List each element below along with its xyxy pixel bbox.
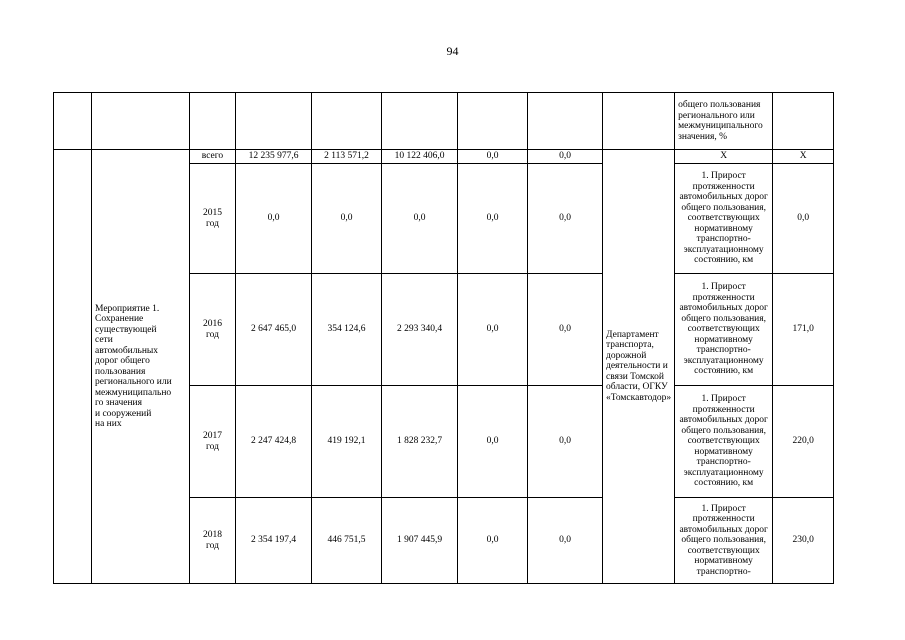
other-cell: 0,0 [528,498,603,584]
event-name-cell: Мероприятие 1. Сохранение существующей сети автомобильных дорог общего пользования регионального или межмуниципально го значения и сооружений на них [92,150,190,584]
local-cell: 0,0 [458,150,528,164]
year-cell: 2018 год [190,498,236,584]
local-cell: 0,0 [458,498,528,584]
continuation-row [54,93,834,150]
federal-cell: 354 124,6 [312,274,382,386]
local-cell: 0,0 [458,164,528,274]
regional-cell: 1 828 232,7 [382,386,458,498]
empty-cell [528,93,603,150]
indicator-value-cell: 0,0 [773,164,834,274]
indicator-value-cell: X [773,150,834,164]
total-cell: 12 235 977,6 [236,150,312,164]
federal-cell: 446 751,5 [312,498,382,584]
indicator-cell: 1. Прирост протяженности автомобильных дорог общего пользования, соответствующих нормативному транспортно- эксплуатационному состоянию, км [675,274,773,386]
regional-cell: 1 907 445,9 [382,498,458,584]
program-table [53,92,834,584]
indicator-cell: X [675,150,773,164]
executor-cell: Департамент транспорта, дорожной деятельности и связи Томской области, ОГКУ «Томскавтодор» [603,150,675,584]
empty-cell [458,93,528,150]
regional-cell: 10 122 406,0 [382,150,458,164]
local-cell: 0,0 [458,274,528,386]
empty-cell [236,93,312,150]
year-cell: 2015 год [190,164,236,274]
total-cell: 2 247 424,8 [236,386,312,498]
indicator-value-cell: 171,0 [773,274,834,386]
empty-cell [92,93,190,150]
indicator-name-cell: общего пользования регионального или межмуниципального значения, % [675,93,773,150]
federal-cell: 2 113 571,2 [312,150,382,164]
period-cell: всего [190,150,236,164]
regional-cell: 0,0 [382,164,458,274]
empty-cell [603,93,675,150]
federal-cell: 419 192,1 [312,386,382,498]
year-cell: 2017 год [190,386,236,498]
indicator-cell: 1. Прирост протяженности автомобильных дорог общего пользования, соответствующих нормативному транспортно- [675,498,773,584]
empty-cell [382,93,458,150]
total-row [54,150,834,164]
total-cell: 0,0 [236,164,312,274]
federal-cell: 0,0 [312,164,382,274]
other-cell: 0,0 [528,274,603,386]
empty-cell [54,93,92,150]
empty-number-cell [54,150,92,584]
indicator-value-cell: 230,0 [773,498,834,584]
empty-cell [190,93,236,150]
indicator-value-cell: 220,0 [773,386,834,498]
empty-cell [312,93,382,150]
other-cell: 0,0 [528,150,603,164]
local-cell: 0,0 [458,386,528,498]
empty-cell [773,93,834,150]
indicator-cell: 1. Прирост протяженности автомобильных дорог общего пользования, соответствующих нормативному транспортно- эксплуатационному состоянию, км [675,386,773,498]
other-cell: 0,0 [528,164,603,274]
total-cell: 2 647 465,0 [236,274,312,386]
other-cell: 0,0 [528,386,603,498]
indicator-cell: 1. Прирост протяженности автомобильных дорог общего пользования, соответствующих нормативному транспортно- эксплуатационному состоянию, км [675,164,773,274]
regional-cell: 2 293 340,4 [382,274,458,386]
total-cell: 2 354 197,4 [236,498,312,584]
year-cell: 2016 год [190,274,236,386]
page-number: 94 [446,44,459,58]
